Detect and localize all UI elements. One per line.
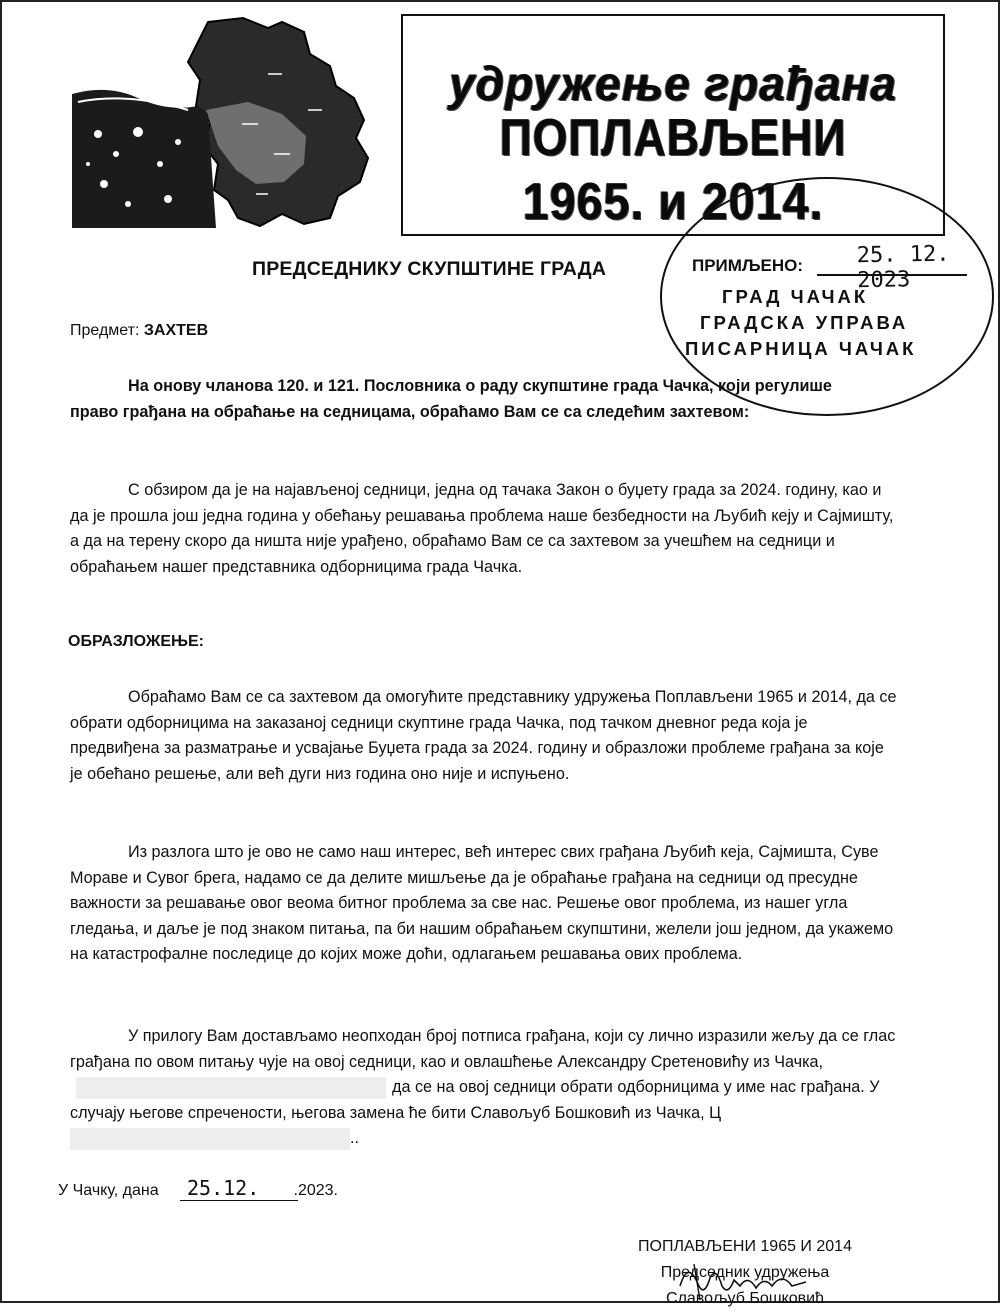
paragraph-3-text: Из разлога што је ово не само наш интерес, већ интерес свих грађана Љубић кеја, Сајмишта, Суве Мораве и Сувог брега, надамо се да делите мишљење да је обраћање грађана на седници од пресудне важности за решавање овог веома битног проблема за све нас. Решење овог проблема, из нашег угла гледања, и даље је под знаком питања, па би нашим обраћањем скупштини, желели још једном, да укажемо на катастрофалне последице до којих може доћи, одлагањем решавања ових проблема. [70, 843, 894, 963]
header-line-2: ПОПЛАВЉЕНИ [499, 109, 847, 167]
date-underline [180, 1200, 298, 1201]
intro-text: На онову чланова 120. и 121. Пословника о раду скупштине града Чачка, који регулише право грађана на обраћање на седницама, обраћамо Вам се са следећим захтевом: [70, 377, 832, 421]
date-prefix: У Чачку, дана [58, 1182, 159, 1199]
signature-role: Председник удружења [660, 1264, 830, 1281]
paragraph-4 [70, 1024, 900, 1152]
redacted-block-1 [76, 1077, 386, 1099]
subject-label: Предмет: [70, 322, 144, 339]
paragraph-4-part-3: .. [350, 1129, 359, 1147]
paragraph-1 [70, 478, 900, 580]
stamp-line-2: ГРАДСКА УПРАВА [700, 312, 909, 333]
subject-line [70, 322, 208, 340]
paragraph-3 [70, 840, 915, 968]
stamp-line-1: ГРАД ЧАЧАК [722, 286, 869, 307]
paragraph-4-part-2: да се на овој седници обрати одборницима у име нас грађана. У случају његове спречености, његова замена ће бити Славољуб Бошковић из Чачка, Ц [70, 1078, 880, 1122]
serbia-map-logo [68, 14, 396, 236]
stamp-received-label: ПРИМЉЕНО: [692, 256, 804, 275]
reasoning-heading: ОБРАЗЛОЖЕЊЕ: [68, 633, 204, 650]
paragraph-2 [70, 685, 900, 787]
stamp-line-3: ПИСАРНИЦА ЧАЧАК [685, 338, 917, 359]
header-line-3: 1965. и 2014. [522, 173, 824, 231]
intro-paragraph [70, 374, 840, 425]
date-suffix: .2023. [293, 1182, 338, 1199]
subject-value: ЗАХТЕВ [143, 322, 209, 339]
signature-org: ПОПЛАВЉЕНИ 1965 И 2014 [638, 1238, 852, 1255]
paragraph-2-text: Обраћамо Вам се са захтевом да омогућите представнику удружења Поплављени 1965 и 2014, да се обрати одборницима на заказаној седници скуптине града Чачка, под тачком дневног реда која је предвиђена за разматрање и усвајање Буџета града за 2024. годину и образложи проблеме грађана за које је обећано решење, али већ дуги низ година оно није и испуњено. [70, 688, 897, 783]
redacted-block-2 [70, 1128, 350, 1150]
handwritten-signature [674, 1256, 814, 1304]
handwritten-date: 25.12. [187, 1176, 260, 1200]
paragraph-4-part-1: У прилогу Вам достављамо неопходан број потписа грађана, који су лично изразили жељу да се глас грађана по овом питању чује на овој седници, као и овлашћење Александру Сретеновићу из Чачка, [70, 1027, 896, 1071]
signature-name: Славољуб Бошковић [666, 1290, 824, 1307]
header-line-1: удружење грађана [449, 55, 897, 111]
paragraph-1-text: С обзиром да је на најављеној седници, једна од тачака Закон о буџету града за 2024. годину, као и да је прошла још једна година у обећању решавања проблема наше безбедности на Љубић кеју и Сајмишту, а да на терену скоро да ништа није урађено, обраћамо Вам се са захтевом за учешћем на седници и обраћањем нашег представника одборницима града Чачка. [70, 481, 894, 576]
addressee-title: ПРЕДСЕДНИКУ СКУПШТИНЕ ГРАДА [252, 258, 607, 280]
stamp-date: 25. 12. 2023 [856, 241, 950, 294]
